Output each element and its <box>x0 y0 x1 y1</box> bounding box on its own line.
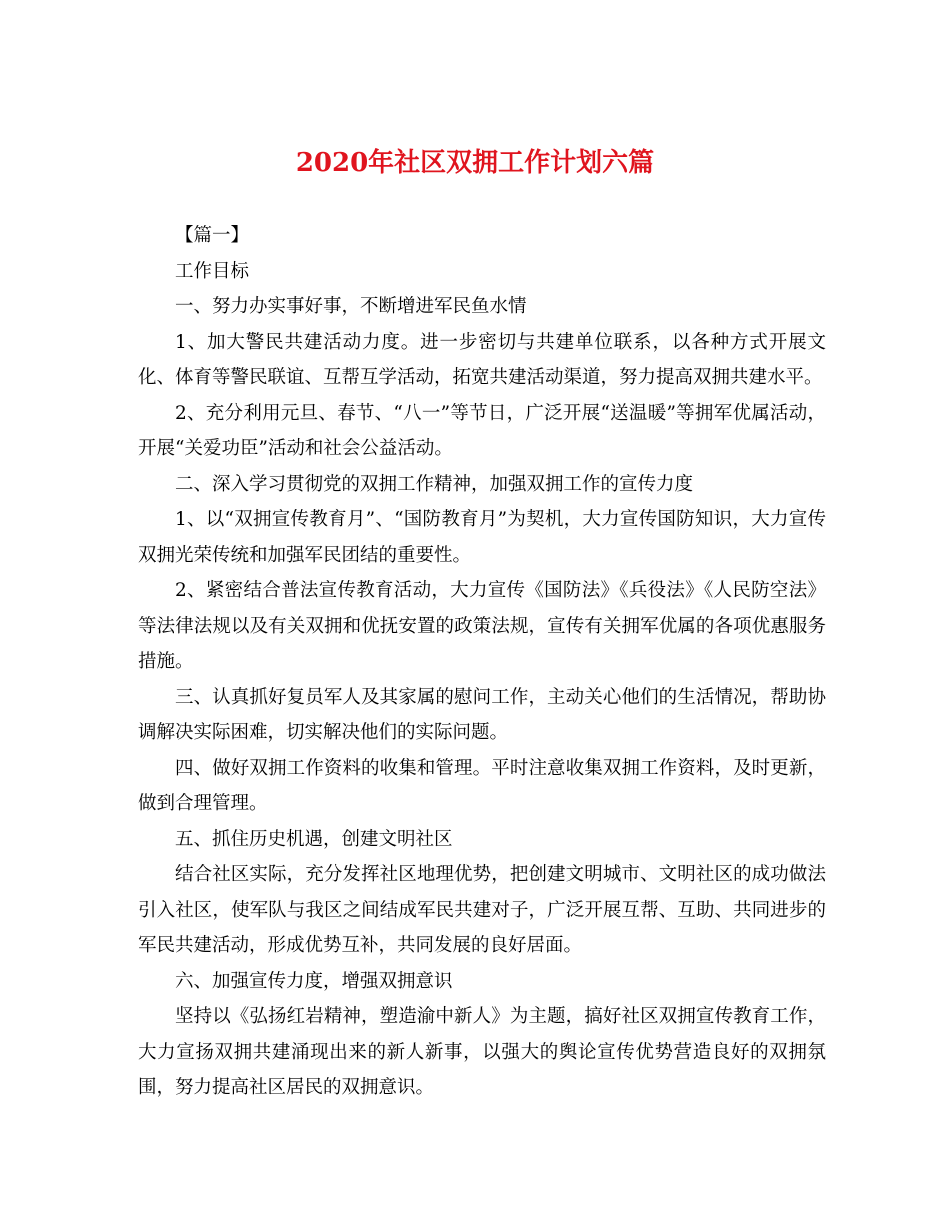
document-body <box>138 218 826 1106</box>
paragraph: 2、充分利用元旦、春节、“八一”等节日，广泛开展“送温暖”等拥军优属活动，开展“关爱功臣”活动和社会公益活动。 <box>138 402 826 459</box>
paragraph: 坚持以《弘扬红岩精神，塑造渝中新人》为主题，搞好社区双拥宣传教育工作，大力宣扬双拥共建涌现出来的新人新事，以强大的舆论宣传优势营造良好的双拥氛围，努力提高社区居民的双拥意识。 <box>138 1006 826 1098</box>
paragraph: 1、加大警民共建活动力度。进一步密切与共建单位联系，以各种方式开展文化、体育等警民联谊、互帮互学活动，拓宽共建活动渠道，努力提高双拥共建水平。 <box>138 331 826 388</box>
paragraph: 六、加强宣传力度，增强双拥意识 <box>175 970 453 992</box>
section-heading: 【篇一】 <box>175 225 250 246</box>
paragraph: 1、以“双拥宣传教育月”、“国防教育月”为契机，大力宣传国防知识，大力宣传双拥光荣传统和加强军民团结的重要性。 <box>138 509 826 566</box>
paragraph: 2、紧密结合普法宣传教育活动，大力宣传《国防法》《兵役法》《人民防空法》等法律法规以及有关双拥和优抚安置的政策法规，宣传有关拥军优属的各项优惠服务措施。 <box>138 580 826 672</box>
paragraph: 三、认真抓好复员军人及其家属的慰问工作，主动关心他们的生活情况，帮助协调解决实际困难，切实解决他们的实际问题。 <box>138 686 826 743</box>
paragraph: 二、深入学习贯彻党的双拥工作精神，加强双拥工作的宣传力度 <box>175 473 694 495</box>
paragraph: 五、抓住历史机遇，创建文明社区 <box>175 828 453 850</box>
paragraph: 四、做好双拥工作资料的收集和管理。平时注意收集双拥工作资料，及时更新，做到合理管理。 <box>138 757 826 814</box>
document-title: 2020年社区双拥工作计划六篇 <box>295 148 655 178</box>
subheading: 工作目标 <box>175 260 250 282</box>
paragraph: 一、努力办实事好事，不断增进军民鱼水情 <box>175 296 527 317</box>
paragraph: 结合社区实际，充分发挥社区地理优势，把创建文明城市、文明社区的成功做法引入社区，使军队与我区之间结成军民共建对子，广泛开展互帮、互助、共同进步的军民共建活动，形成优势互补，共同发展的良好居面。 <box>138 864 826 956</box>
